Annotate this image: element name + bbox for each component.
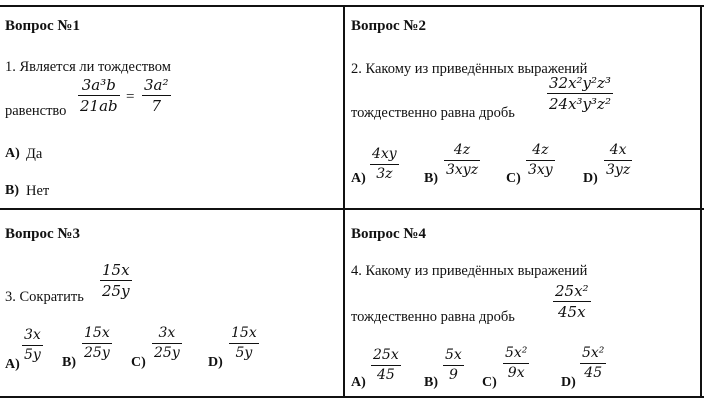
q2-fraction-den: 24x³y³z² (549, 95, 611, 114)
q4-option-d-num: 5x² (582, 345, 605, 361)
q4-option-c-label: С) (482, 375, 497, 390)
q3-option-b-num: 15x (84, 325, 110, 341)
q2-title: Вопрос №2 (351, 18, 426, 34)
q4-option-d (580, 345, 606, 382)
q3-option-b (82, 325, 112, 362)
q2-option-d-label: D) (583, 171, 598, 186)
q4-option-d-label: D) (561, 375, 576, 390)
fraction-bar (152, 343, 182, 344)
q2-option-a-num: 4xy (372, 146, 397, 162)
q3-option-d-label: D) (208, 355, 223, 370)
q4-option-b-label: В) (424, 375, 438, 390)
q1-fraction-right-den: 7 (151, 97, 162, 116)
table-border-top (0, 5, 704, 7)
fraction-bar (444, 160, 480, 161)
table-divider-vertical (343, 5, 345, 397)
q1-fraction-left (78, 76, 120, 115)
q2-option-b-den: 3xyz (446, 162, 479, 179)
fraction-bar (142, 95, 171, 96)
fraction-bar (553, 301, 591, 302)
q1-option-a: Да (26, 146, 43, 162)
q3-option-c-num: 3x (158, 325, 176, 341)
q4-option-c-num: 5x² (505, 345, 528, 361)
q4-text: 4. Какому из приведённых выражений (351, 263, 588, 279)
q3-option-a-den: 5y (24, 347, 41, 364)
fraction-bar (580, 363, 606, 364)
q4-option-c-den: 9x (507, 365, 525, 382)
q1-title: Вопрос №1 (5, 18, 80, 34)
q4-option-b (443, 347, 464, 384)
q2-option-a-label: А) (351, 171, 366, 186)
q3-option-d (229, 325, 259, 362)
q4-option-a-num: 25x (373, 347, 399, 363)
fraction-bar (82, 343, 112, 344)
q2-option-c (526, 142, 555, 179)
q4-fraction-den: 45x (558, 303, 586, 322)
q3-fraction-den: 25y (102, 282, 130, 301)
fraction-bar (443, 365, 464, 366)
fraction-bar (526, 160, 555, 161)
q1-option-b-label: В) (5, 183, 19, 198)
q3-option-c-label: С) (131, 355, 146, 370)
fraction-bar (22, 345, 43, 346)
q4-prefix: тождественно равна дробь (351, 309, 515, 325)
q4-option-b-den: 9 (448, 367, 458, 384)
q1-option-a-label: А) (5, 146, 20, 161)
q3-prefix: 3. Сократить (5, 289, 84, 305)
fraction-bar (370, 164, 399, 165)
table-divider-middle (0, 208, 704, 210)
q3-fraction-num: 15x (102, 261, 130, 279)
fraction-bar (100, 280, 132, 281)
q3-option-b-label: В) (62, 355, 76, 370)
q1-fraction-right (142, 76, 171, 115)
q2-option-c-den: 3xy (528, 162, 553, 179)
fraction-bar (604, 160, 632, 161)
q1-fraction-right-num: 3a² (144, 76, 169, 94)
q2-prefix: тождественно равна дробь (351, 105, 515, 121)
q3-option-c (152, 325, 182, 362)
fraction-bar (371, 365, 401, 366)
q2-option-d (604, 142, 632, 179)
q2-option-b (444, 142, 480, 179)
q3-option-b-den: 25y (84, 345, 110, 362)
q1-equals-sign: = (126, 89, 135, 105)
q2-option-d-num: 4x (609, 142, 627, 158)
q2-option-b-num: 4z (453, 142, 471, 158)
q2-fraction-num: 32x²y²z³ (549, 74, 611, 92)
q2-option-c-label: С) (506, 171, 521, 186)
q4-option-a (371, 347, 401, 384)
q1-fraction-left-num: 3a³b (81, 76, 116, 94)
q3-option-a-label: А) (5, 357, 20, 372)
fraction-bar (78, 95, 120, 96)
q3-fraction (100, 261, 132, 300)
fraction-bar (547, 93, 613, 94)
q4-option-d-den: 45 (584, 365, 603, 382)
q4-option-b-num: 5x (445, 347, 462, 363)
q1-text: 1. Является ли тождеством (5, 59, 171, 75)
q3-title: Вопрос №3 (5, 226, 80, 242)
q4-fraction-num: 25x² (555, 282, 589, 300)
q4-title: Вопрос №4 (351, 226, 426, 242)
q3-option-a (22, 327, 43, 364)
q2-option-b-label: В) (424, 171, 438, 186)
q3-option-d-num: 15x (231, 325, 257, 341)
q1-prefix: равенство (5, 103, 67, 119)
table-border-bottom (0, 396, 704, 398)
q3-option-c-den: 25y (154, 345, 180, 362)
fraction-bar (229, 343, 259, 344)
q2-option-a (370, 146, 399, 183)
q3-option-a-num: 3x (24, 327, 41, 343)
q2-option-a-den: 3z (376, 166, 393, 183)
q2-option-c-num: 4z (532, 142, 549, 158)
q2-option-d-den: 3yz (606, 162, 631, 179)
table-border-right (700, 5, 702, 397)
q4-fraction (553, 282, 591, 321)
fraction-bar (503, 363, 529, 364)
q3-option-d-den: 5y (235, 345, 253, 362)
q2-fraction (547, 74, 613, 113)
q2-text: 2. Какому из приведённых выражений (351, 61, 588, 77)
q4-option-c (503, 345, 529, 382)
q1-option-b: Нет (26, 183, 50, 199)
q4-option-a-den: 45 (376, 367, 395, 384)
q1-fraction-left-den: 21ab (80, 97, 118, 116)
q4-option-a-label: А) (351, 375, 366, 390)
